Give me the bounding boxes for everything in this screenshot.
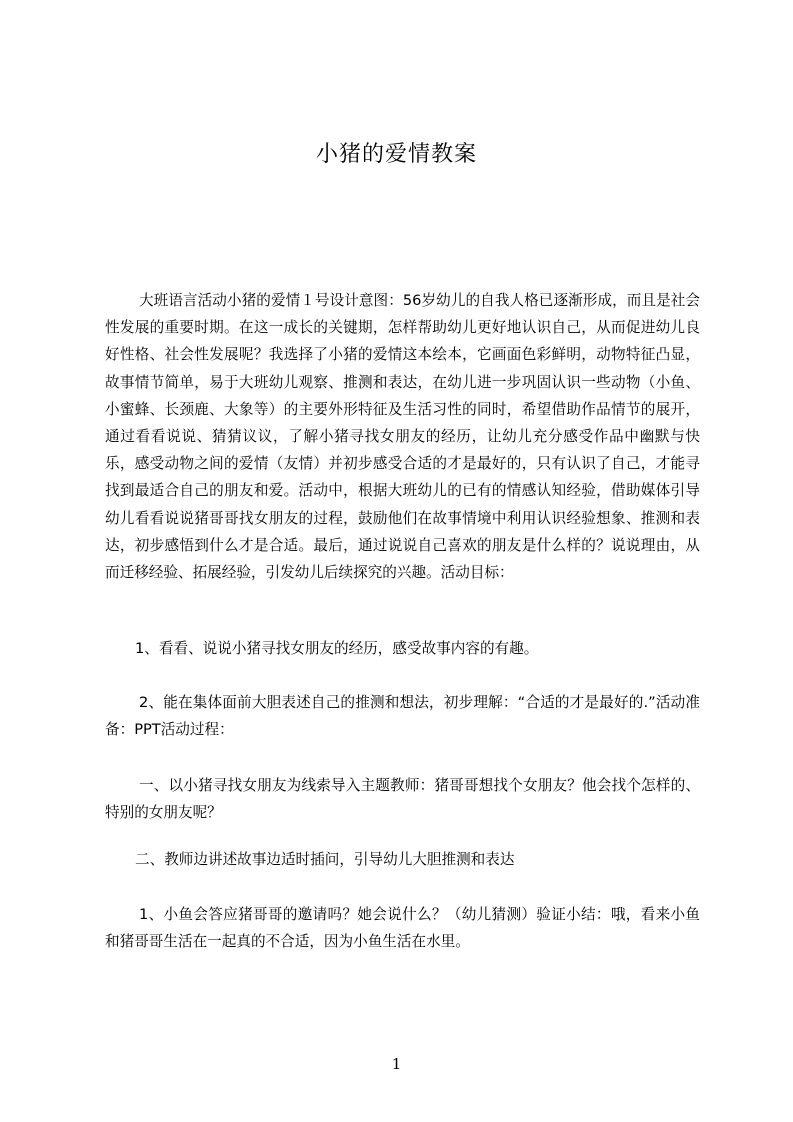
paragraph-goal-2: 2、能在集体面前大胆表述自己的推测和想法，初步理解：“合适的才是最好的.”活动准备：PPT活动过程： xyxy=(105,694,700,739)
paragraph-design-intent: 大班语言活动小猪的爱情１号设计意图：56岁幼儿的自我人格已逐渐形成，而且是社会性发展的重要时期。在这一成长的关键期，怎样帮助幼儿更好地认识自己，从而促进幼儿良好性格、社会性发展呢？我选择了小猪的爱情这本绘本，它画面色彩鲜明，动物特征凸显，故事情节简单，易于大班幼儿观察、推测和表达，在幼儿进一步巩固认识一些动物（小鱼、小蜜蜂、长颈鹿、大象等）的主要外形特征及生活习性的同时，希望借助作品情节的展开，通过看看说说、猜猜议议，了解小猪寻找女朋友的经历，让幼儿充分感受作品中幽默与快乐，感受动物之间的爱情（友情）并初步感受合适的才是最好的，只有认识了自己，才能寻找到最适合自己的朋友和爱。活动中，根据大班幼儿的已有的情感认知经验，借助媒体引导幼儿看看说说猪哥哥找女朋友的过程，鼓励他们在故事情境中利用认识经验想象、推测和表达，初步感悟到什么才是合适。最后，通过说说自己喜欢的朋友是什么样的？说说理由，从而迁移经验、拓展经验，引发幼儿后续探究的兴趣。活动目标： xyxy=(105,292,700,582)
page-number: 1 xyxy=(391,1055,402,1073)
paragraph-step-2: 二、教师边讲述故事边适时插问，引导幼儿大胆推测和表达 xyxy=(135,851,515,868)
paragraph-step-2-1: 1、小鱼会答应猪哥哥的邀请吗？她会说什么？（幼儿猜测）验证小结：哦，看来小鱼和猪哥哥生活在一起真的不合适，因为小鱼生活在水里。 xyxy=(105,906,700,951)
paragraph-step-1: 一、以小猪寻找女朋友为线索导入主题教师：猪哥哥想找个女朋友？他会找个怎样的、特别的女朋友呢？ xyxy=(105,777,700,822)
paragraph-goal-1: 1、看看、说说小猪寻找女朋友的经历，感受故事内容的有趣。 xyxy=(135,640,539,657)
document-title: 小猪的爱情教案 xyxy=(315,142,477,167)
